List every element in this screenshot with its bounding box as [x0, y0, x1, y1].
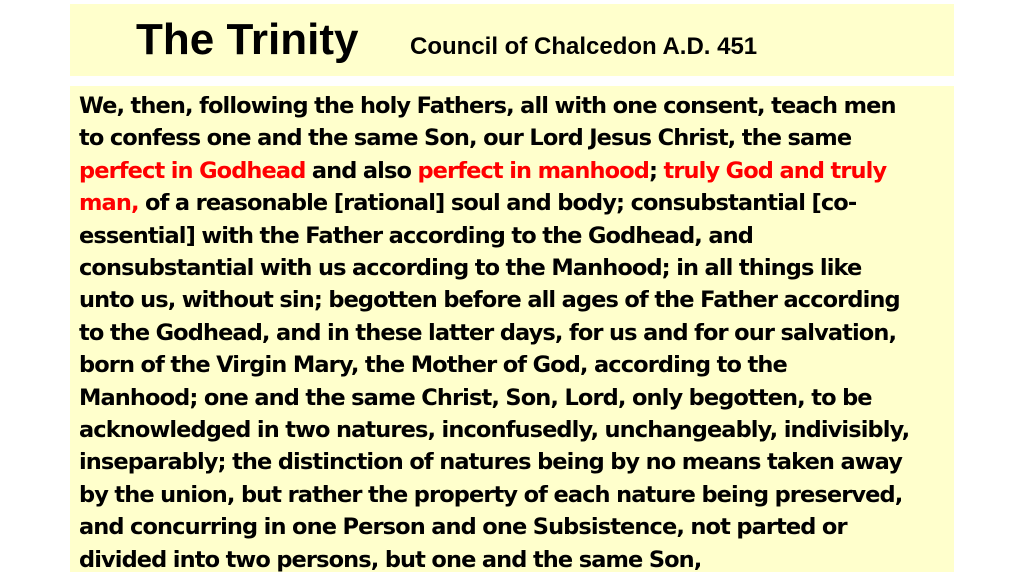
passage-segment: acknowledged in two natures, inconfusedly, unchangeably, indivisibly,	[79, 417, 910, 444]
passage-segment: unto us, without sin; begotten before all ages of the Father according	[79, 287, 900, 314]
passage-line	[79, 446, 949, 478]
passage-line	[79, 252, 949, 284]
passage-line	[79, 544, 949, 576]
title-panel	[70, 4, 954, 76]
passage-segment: of a reasonable [rational] soul and body; consubstantial [co-	[138, 190, 857, 217]
slide-subtitle: Council of Chalcedon A.D. 451	[410, 33, 758, 60]
passage-line	[79, 382, 949, 414]
highlighted-phrase: truly God and truly	[663, 157, 887, 184]
passage-line	[79, 284, 949, 316]
passage-segment: essential] with the Father according to the Godhead, and	[79, 222, 753, 249]
passage-segment: Manhood; one and the same Christ, Son, Lord, only begotten, to be	[79, 384, 872, 411]
passage-segment: ;	[648, 157, 664, 184]
passage-line	[79, 220, 949, 252]
passage-text	[79, 90, 949, 576]
passage-line	[79, 155, 949, 187]
passage-segment: divided into two persons, but one and the same Son,	[79, 546, 702, 573]
highlighted-phrase: perfect in manhood	[417, 157, 649, 184]
passage-segment: inseparably; the distinction of natures being by no means taken away	[79, 449, 903, 476]
passage-line	[79, 414, 949, 446]
highlighted-phrase: perfect in Godhead	[79, 157, 306, 184]
passage-line	[79, 511, 949, 543]
passage-segment: We, then, following the holy Fathers, all with one consent, teach men	[79, 93, 896, 119]
highlighted-phrase: man,	[79, 190, 139, 217]
passage-panel	[70, 86, 954, 572]
passage-line	[79, 349, 949, 381]
passage-segment: and also	[305, 157, 418, 184]
passage-segment: by the union, but rather the property of each nature being preserved,	[79, 481, 903, 508]
passage-segment: consubstantial with us according to the Manhood; in all things like	[79, 255, 862, 282]
passage-line	[79, 187, 949, 219]
slide-title: The Trinity	[136, 15, 359, 64]
passage-line	[79, 90, 949, 122]
passage-line	[79, 122, 949, 154]
passage-line	[79, 479, 949, 511]
passage-line	[79, 317, 949, 349]
passage-segment: to the Godhead, and in these latter days, for us and for our salvation,	[79, 319, 897, 346]
passage-segment: and concurring in one Person and one Subsistence, not parted or	[79, 514, 847, 541]
passage-segment: to confess one and the same Son, our Lord Jesus Christ, the same	[79, 125, 852, 152]
passage-segment: born of the Virgin Mary, the Mother of God, according to the	[79, 352, 787, 379]
